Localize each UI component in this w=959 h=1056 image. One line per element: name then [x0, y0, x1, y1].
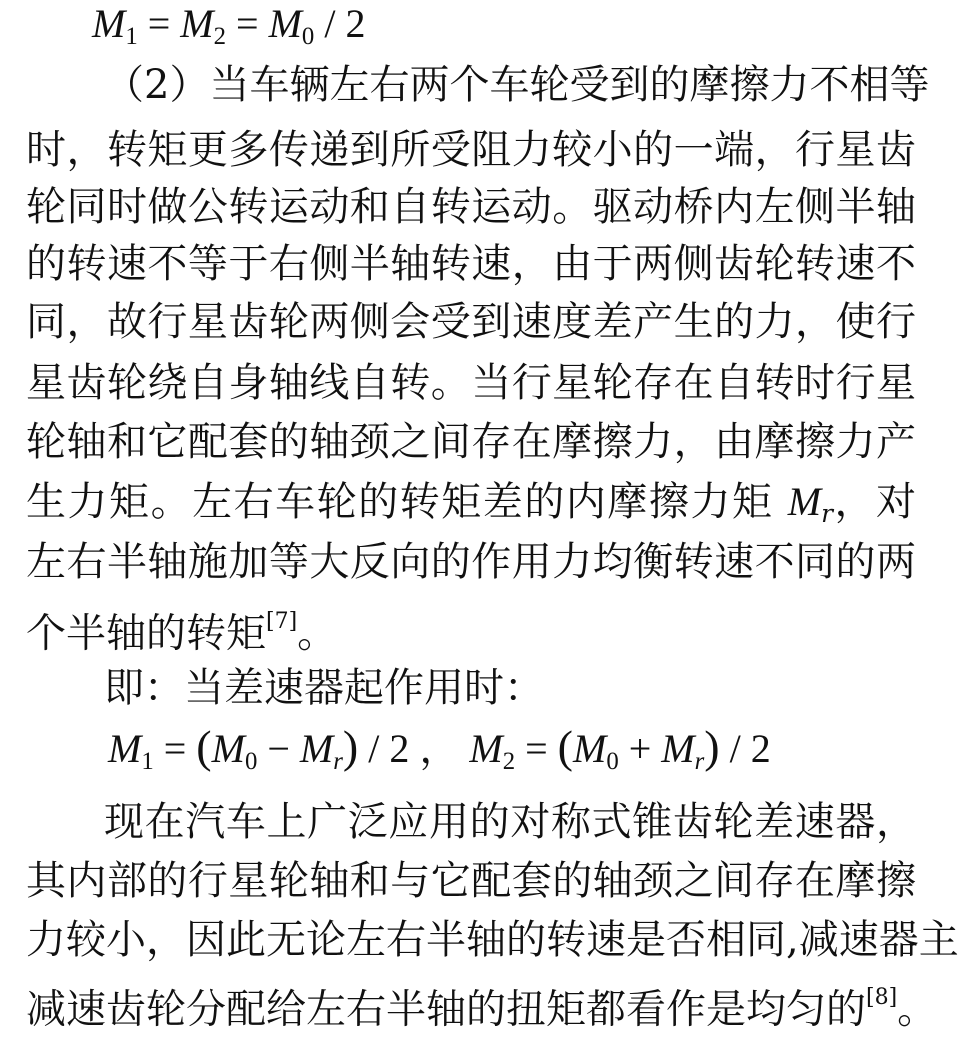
- symbol-m: M: [268, 1, 302, 46]
- symbol-m: M: [92, 1, 126, 46]
- paragraph-line-ref8: 减速齿轮分配给左右半轴的扭矩都看作是均匀的[8]。: [26, 985, 938, 1033]
- subscript: 2: [213, 22, 227, 50]
- subscript: r: [821, 498, 833, 528]
- paragraph-line: 星齿轮绕自身轴线自转。当行星轮存在自转时行星: [26, 360, 916, 406]
- citation-8: [8]: [866, 985, 898, 1010]
- formula-differential-torque: $M_1 = (M_0 - M_r) / 2$ ， $M_2 = (M_0 + M_r) / 2$: [108, 721, 771, 775]
- paragraph-line: 的转速不等于右侧半轴转速，由于两侧齿轮转速不: [26, 241, 916, 287]
- paragraph-line: 现在汽车上广泛应用的对称式锥齿轮差速器，: [104, 799, 916, 845]
- paragraph-line-mr: 生力矩。左右车轮的转矩差的内摩擦力矩 $M_r$，对: [26, 479, 917, 528]
- subscript: 1: [125, 22, 138, 50]
- paragraph-line: 同，故行星齿轮两侧会受到速度差产生的力，使行: [26, 299, 916, 345]
- symbol-m: M: [787, 479, 822, 524]
- paragraph-line: 时，转矩更多传递到所受阻力较小的一端，行星齿: [26, 127, 916, 173]
- paragraph-line: 左右半轴施加等大反向的作用力均衡转速不同的两: [26, 539, 916, 585]
- citation-7: [7]: [266, 609, 298, 634]
- paragraph-line-ref7: 个半轴的转矩[7]。: [26, 609, 338, 657]
- intro-line: 即：当差速器起作用时：: [104, 665, 544, 711]
- paragraph-line: 其内部的行星轮轴和与它配套的轴颈之间存在摩擦: [26, 858, 916, 904]
- paragraph-line: 轮同时做公转运动和自转运动。驱动桥内左侧半轴: [26, 184, 916, 230]
- paragraph-line: （2）当车辆左右两个车轮受到的摩擦力不相等: [104, 62, 930, 108]
- symbol-m: M: [180, 1, 214, 46]
- formula-tail: / 2: [314, 1, 366, 46]
- paragraph-line: 力较小，因此无论左右半轴的转速是否相同,减速器主: [26, 917, 959, 963]
- subscript: 0: [301, 22, 315, 50]
- equals-sign: =: [226, 1, 269, 46]
- equals-sign: =: [137, 1, 181, 46]
- paragraph-line: 轮轴和它配套的轴颈之间存在摩擦力，由摩擦力产: [26, 419, 916, 465]
- formula-equal-torque: [92, 0, 365, 52]
